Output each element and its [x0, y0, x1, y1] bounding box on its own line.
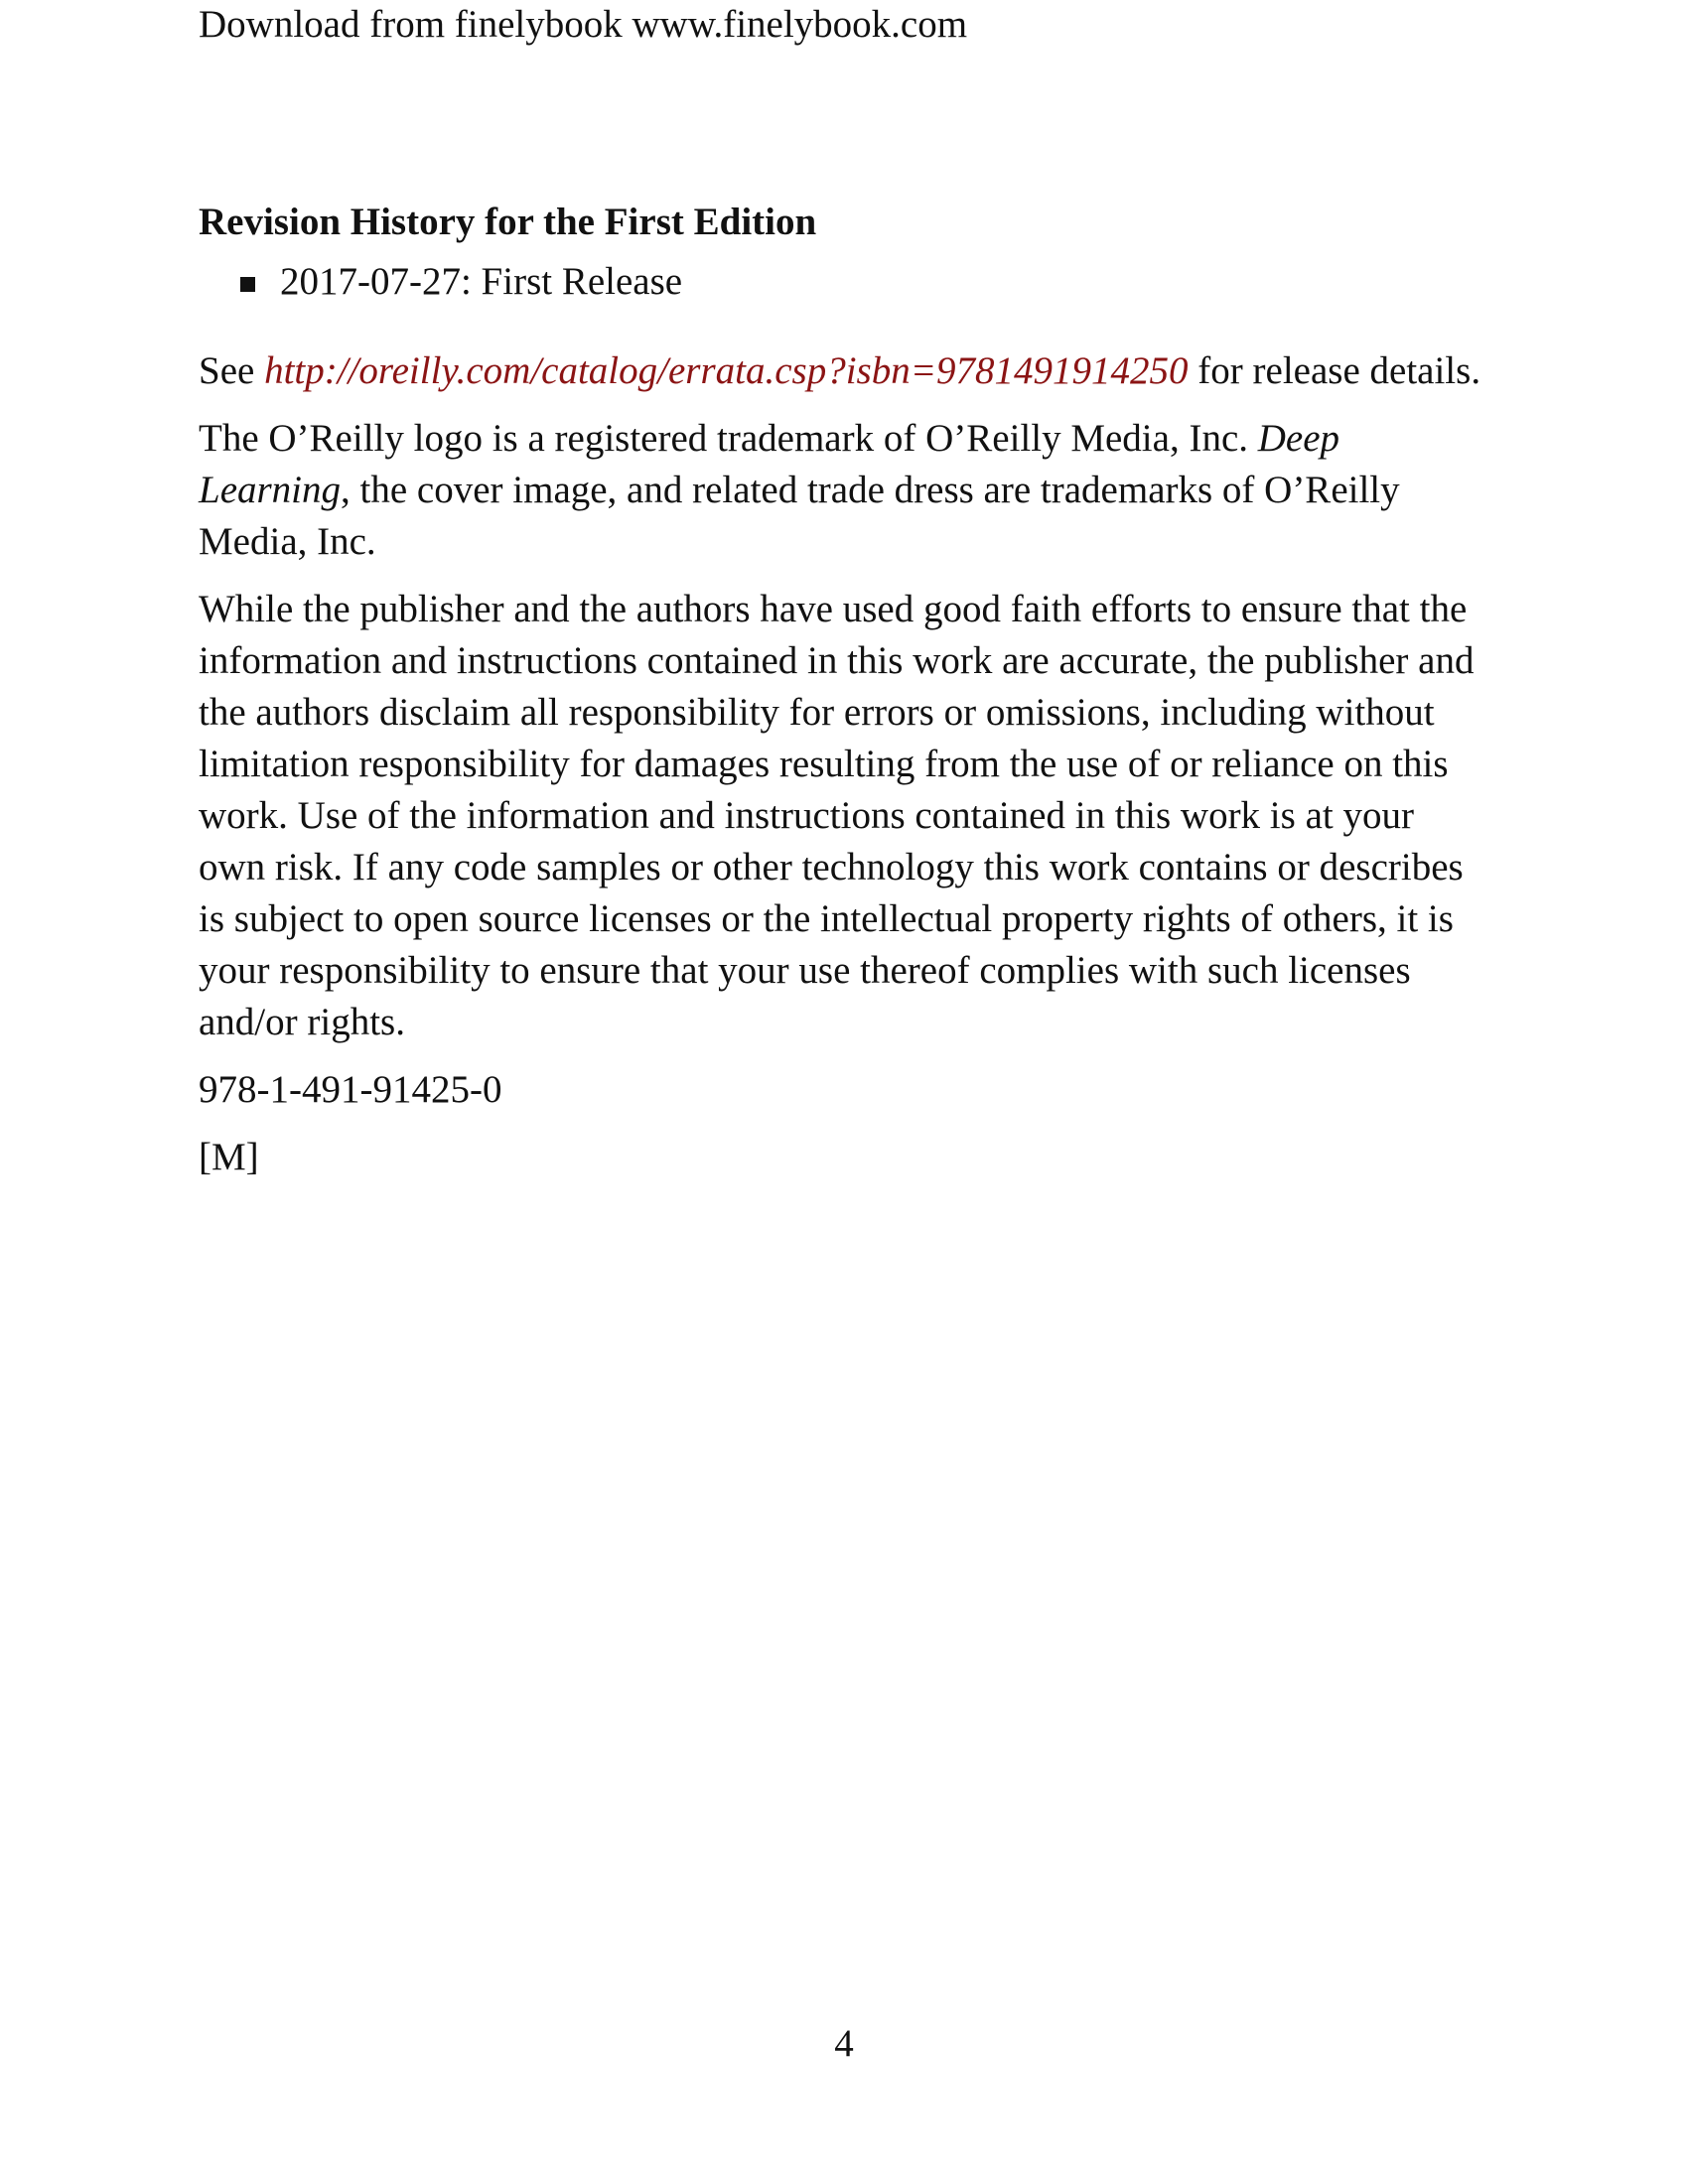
- revision-history-heading: Revision History for the First Edition: [199, 201, 817, 243]
- revision-item-label: 2017-07-27: First Release: [280, 260, 683, 303]
- errata-link[interactable]: http://oreilly.com/catalog/errata.csp?isbn=9781491914250: [264, 349, 1189, 392]
- list-item: [199, 256, 1489, 308]
- errata-prefix: See: [199, 349, 265, 392]
- page-number: 4: [834, 2022, 854, 2065]
- revision-list: [199, 256, 1489, 308]
- book-title: Deep Learning: [199, 417, 1340, 511]
- square-bullet-icon: [240, 277, 255, 292]
- trademark-paragraph: [199, 413, 1489, 568]
- errata-paragraph: [199, 345, 1489, 397]
- print-code: [M]: [199, 1136, 259, 1178]
- trademark-text-start: The O’Reilly logo is a registered trademark of O’Reilly Media, Inc.: [199, 417, 1258, 460]
- disclaimer-paragraph: While the publisher and the authors have used good faith efforts to ensure that the information and instructions contained in this work are accurate, the publisher and the authors disclaim all responsibility for errors or omissions, including without limitation responsibility for damages resulting from the use of or reliance on this work. Use of the information and instructions contained in this work is at your own risk. If any code samples or other technology this work contains or describes is subject to open source licenses or the intellectual property rights of others, it is your responsibility to ensure that your use thereof complies with such licenses and/or rights.: [199, 588, 1475, 1043]
- trademark-text-end: , the cover image, and related trade dress are trademarks of O’Reilly Media, Inc.: [199, 469, 1400, 563]
- copyright-content: [199, 197, 1489, 1183]
- download-note: Download from finelybook www.finelybook.com: [199, 3, 968, 46]
- isbn-number: 978-1-491-91425-0: [199, 1068, 502, 1111]
- errata-suffix: for release details.: [1188, 349, 1481, 392]
